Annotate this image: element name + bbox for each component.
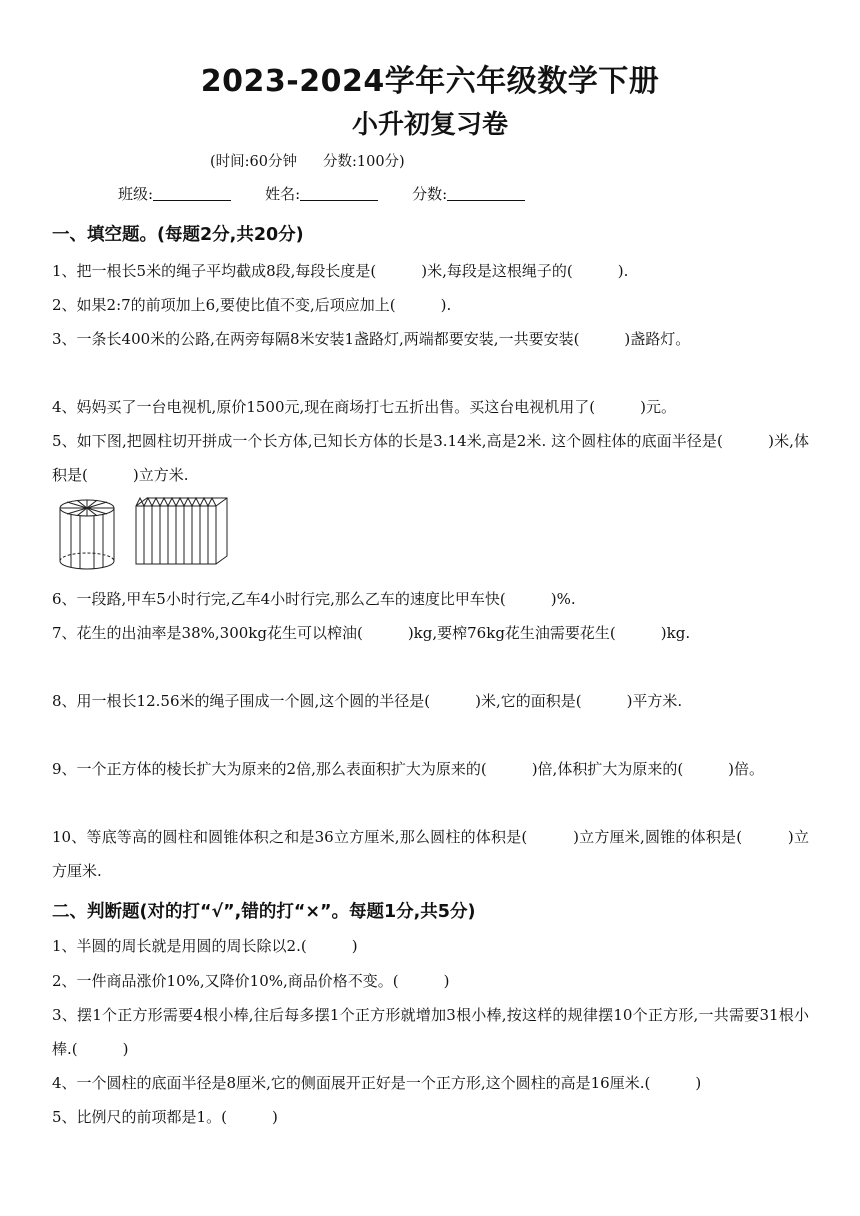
question-1-1: 1、把一根长5米的绳子平均截成8段,每段长度是( )米,每段是这根绳子的( ). <box>52 262 629 280</box>
section2-heading: 二、判断题(对的打“√”,错的打“×”。每题1分,共5分) <box>52 902 476 922</box>
cylinder-figure <box>60 500 114 569</box>
question-2-4: 4、一个圆柱的底面半径是8厘米,它的侧面展开正好是一个正方形,这个圆柱的高是16厘米.( ) <box>52 1074 702 1092</box>
question-1-7: 7、花生的出油率是38%,300kg花生可以榨油( )kg,要榨76kg花生油需要花生( )kg. <box>52 624 691 642</box>
cylinder-to-cuboid-figure <box>55 497 235 573</box>
question-1-10: 10、等底等高的圆柱和圆锥体积之和是36立方厘米,那么圆柱的体积是( )立方厘米,圆锥的体积是( )立方厘米. <box>52 828 809 880</box>
name-field <box>265 183 378 204</box>
question-1-9: 9、一个正方体的棱长扩大为原来的2倍,那么表面积扩大为原来的( )倍,体积扩大为原来的( )倍。 <box>52 760 765 778</box>
exam-subtitle: 小升初复习卷 <box>351 110 508 140</box>
section1-heading: 一、填空题。(每题2分,共20分) <box>52 225 304 245</box>
question-2-2: 2、一件商品涨价10%,又降价10%,商品价格不变。( ) <box>52 972 450 990</box>
question-2-1: 1、半圆的周长就是用圆的周长除以2.( ) <box>52 937 358 955</box>
question-2-5: 5、比例尺的前项都是1。( ) <box>52 1108 278 1126</box>
time-info: (时间:60分钟 <box>210 154 297 170</box>
question-2-3: 3、摆1个正方形需要4根小棒,往后每多摆1个正方形就增加3根小棒,按这样的规律摆10个正方形,一共需要31根小棒.( ) <box>52 1006 809 1058</box>
question-1-8: 8、用一根长12.56米的绳子围成一个圆,这个圆的半径是( )米,它的面积是( )平方米. <box>52 692 683 710</box>
name-blank[interactable] <box>300 186 378 201</box>
score-blank[interactable] <box>447 186 525 201</box>
name-label: 姓名: <box>265 185 301 203</box>
question-1-5: 5、如下图,把圆柱切开拼成一个长方体,已知长方体的长是3.14米,高是2米. 这个圆柱体的底面半径是( )米,体积是( )立方米. <box>52 432 809 484</box>
exam-info <box>210 150 405 171</box>
question-1-4: 4、妈妈买了一台电视机,原价1500元,现在商场打七五折出售。买这台电视机用了( )元。 <box>52 398 676 416</box>
cuboid-figure <box>136 498 227 564</box>
score-label: 分数: <box>412 185 448 203</box>
question-1-2: 2、如果2:7的前项加上6,要使比值不变,后项应加上( ). <box>52 296 452 314</box>
score-info: 分数:100分) <box>323 154 405 170</box>
student-info-row <box>118 183 525 204</box>
class-field <box>118 183 231 204</box>
exam-title: 2023-2024学年六年级数学下册 <box>200 64 660 99</box>
question-1-3: 3、一条长400米的公路,在两旁每隔8米安装1盏路灯,两端都要安装,一共要安装( )盏路灯。 <box>52 330 691 348</box>
question-1-6: 6、一段路,甲车5小时行完,乙车4小时行完,那么乙车的速度比甲车快( )%. <box>52 590 576 608</box>
score-field <box>412 183 525 204</box>
class-blank[interactable] <box>153 186 231 201</box>
class-label: 班级: <box>118 185 154 203</box>
